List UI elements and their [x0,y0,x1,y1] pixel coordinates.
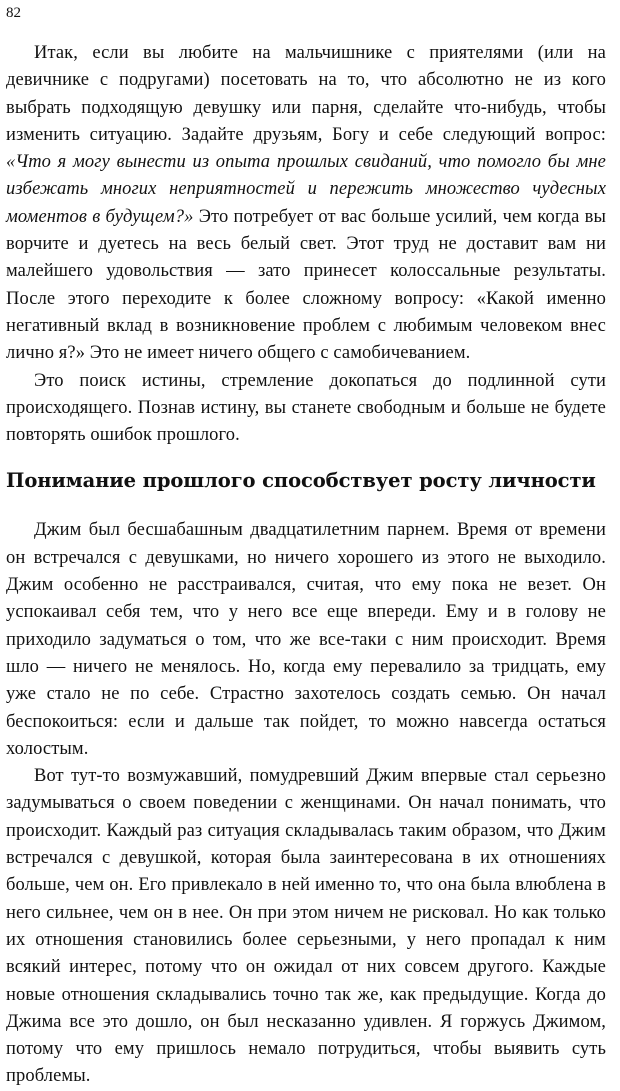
paragraph-intro-2: Это поиск истины, стремление докопаться до подлинной сути происходящего. Познав истину, вы станете свободным и больше не будете повторять ошибок прошлого. [6,370,606,446]
section-heading: Понимание прошлого способствует росту личности [6,469,596,493]
paragraph-intro-1 [6,40,606,368]
paragraph-jim-1: Джим был бесшабашным двадцатилетним парнем. Время от времени он встречался с девушками, но ничего хорошего из этого не выходило. Джим особенно не расстраивался, считая, что ему пока не везет. Он успокаивал себя тем, что у него все еще впереди. Ему и в голову не приходило задуматься о том, что же все-таки с ним происходит. Время шло — ничего не менялось. Но, когда ему перевалило за тридцать, ему уже стало не по себе. Страстно захотелось создать семью. Он начал беспокоиться: если и дальше так пойдет, то можно навсегда остаться холостым. [6,520,606,759]
paragraph-intro-1-text: Итак, если вы любите на мальчишнике с приятелями (или на девичнике с подругами) посетовать на то, что абсолютно не из кого выбрать подходящую девушку или парня, сделайте что-нибудь, чтобы изменить ситуацию. Задайте друзьям, Богу и себе следующий вопрос: [6,43,606,145]
paragraph-intro-1-continuation: Это потребует от вас больше усилий, чем когда вы ворчите и дуетесь на весь белый свет. Этот труд не доставит вам ни малейшего удовольствия — зато принесет колоссальные результаты. После этого переходите к более сложному вопросу: «Какой именно негативный вклад в возникновение проблем с любимым человеком внес лично я?» Это не имеет ничего общего с самобичеванием. [6,206,606,364]
paragraph-jim-2: Вот тут-то возмужавший, помудревший Джим впервые стал серьезно задумываться о своем поведении с женщинами. Он начал понимать, что происходит. Каждый раз ситуация складывалась таким образом, что Джим встречался с девушкой, которая была заинтересована в их отношениях больше, чем он. Его привлекало в ней именно то, что она была влюблена в него сильнее, чем он в нее. Он при этом ничем не рисковал. Но как только их отношения становились более серьезными, у него пропадал к ним всякий интерес, потому что он ожидал от них совсем другого. Каждые новые отношения складывались точно так же, как предыдущие. Когда до Джима все это дошло, он был несказанно удивлен. Я горжусь Джимом, потому что ему пришлось немало потрудиться, чтобы выявить суть проблемы. [6,766,606,1087]
paragraph-intro-1-question: «Что я могу вынести из опыта прошлых свиданий, что помогло бы мне избежать многих неприятностей и пережить множество чудесных моментов в будущем?» [6,152,606,227]
page-number: 82 [6,5,21,21]
